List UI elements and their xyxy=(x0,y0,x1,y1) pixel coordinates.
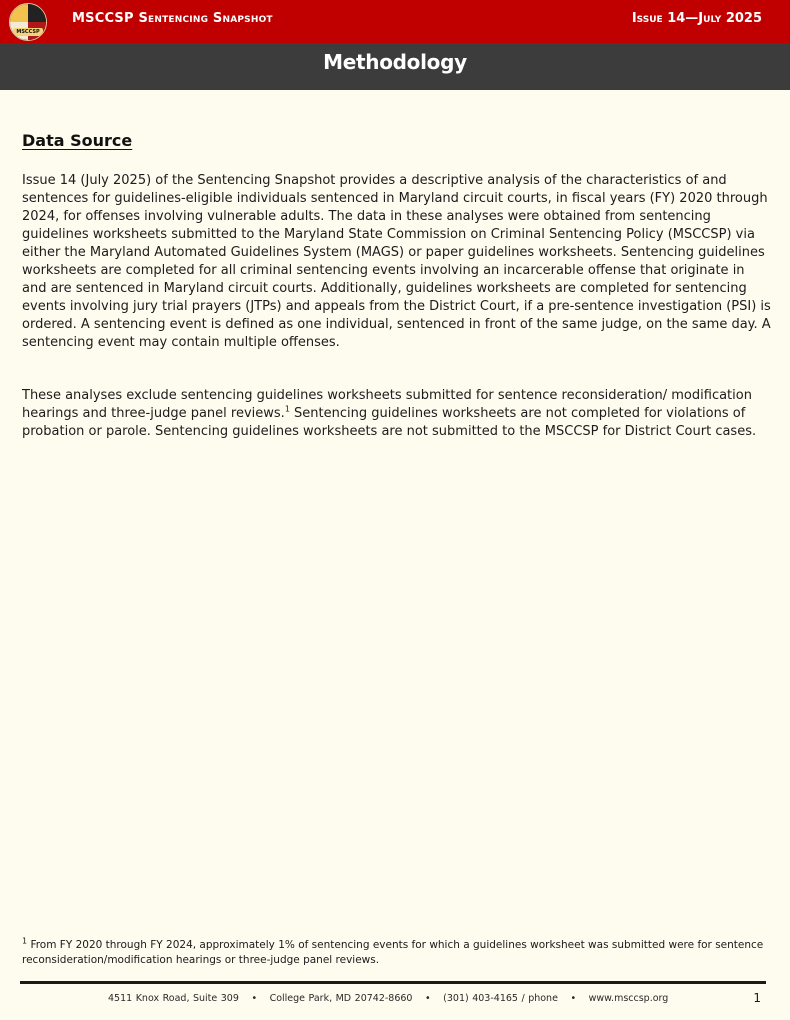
footer-phone: (301) 403-4165 / phone xyxy=(443,993,558,1004)
header-bar xyxy=(0,0,790,43)
issue-label: Issue 14—July 2025 xyxy=(631,11,762,26)
footnote-reference: 1 xyxy=(284,404,290,414)
footer-separator: • xyxy=(570,993,577,1004)
paragraph-2-part-b: Sentencing guidelines worksheets are not completed for violations of probation or parole. Sentencing guidelines worksheets are not submitted to the MSCCSP for District Court cases. xyxy=(22,406,757,439)
footer-separator: • xyxy=(251,993,258,1004)
footer-city: College Park, MD 20742-8660 xyxy=(269,993,413,1004)
footnote-text: From FY 2020 through FY 2024, approximately 1% of sentencing events for which a guidelines worksheet was submitted were for sentence reconsideration/modification hearings or three-judge panel reviews. xyxy=(22,939,764,966)
section-title: Methodology xyxy=(323,50,467,74)
paragraph-1: Issue 14 (July 2025) of the Sentencing Snapshot provides a descriptive analysis of the characteristics of and sentences for guidelines-eligible individuals sentenced in Maryland circuit courts, in fiscal years (FY) 2020 through 2024, for offenses involving vulnerable adults. The data in these analyses were obtained from sentencing guidelines worksheets submitted to the Maryland State Commission on Criminal Sentencing Policy (MSCCSP) via either the Maryland Automated Guidelines System (MAGS) or paper guidelines worksheets. Sentencing guidelines worksheets are completed for all criminal sentencing events involving an incarcerable offense that originate in and are sentenced in Maryland circuit courts. Additionally, guidelines worksheets are completed for sentencing events involving jury trial prayers (JTPs) and appeals from the District Court, if a pre-sentence investigation (PSI) is ordered. A sentencing event is defined as one individual, sentenced in front of the same judge, on the same day. A sentencing event may contain multiple offenses. xyxy=(22,173,771,350)
page-number: 1 xyxy=(753,991,761,1005)
footer-separator: • xyxy=(425,993,431,1004)
footer-address: 4511 Knox Road, Suite 309 xyxy=(108,993,239,1004)
paragraph-2 xyxy=(22,387,772,441)
footnote-marker: 1 xyxy=(22,936,28,946)
footer-contact xyxy=(108,993,668,1004)
paragraph-2-part-a: These analyses exclude sentencing guidelines worksheets submitted for sentence reconsideration/ modification hearings and three-judge panel reviews. xyxy=(22,388,752,421)
data-source-heading: Data Source xyxy=(22,131,133,150)
footer-website-link[interactable]: www.msccsp.org xyxy=(588,993,669,1004)
msccsp-seal-logo xyxy=(9,3,47,41)
logo-text: MSCCSP xyxy=(13,28,43,36)
publication-title: MSCCSP Sentencing Snapshot xyxy=(72,11,273,26)
footnote xyxy=(22,938,767,968)
footer-divider xyxy=(20,981,766,984)
